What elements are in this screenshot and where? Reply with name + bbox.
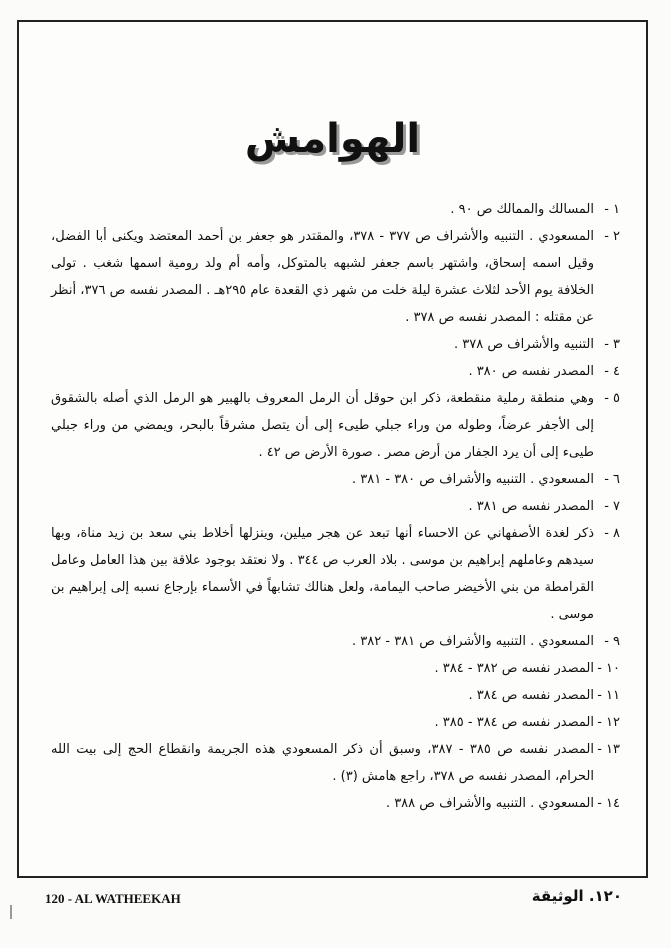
note-number: ١٣ - (597, 742, 620, 757)
note-number: ١ - (604, 202, 620, 217)
note-number: ١١ - (597, 688, 620, 703)
note-number: ٧ - (604, 499, 620, 514)
list-item (51, 223, 620, 331)
list-item (51, 196, 620, 223)
list-item (51, 655, 620, 682)
list-item (51, 466, 620, 493)
notes-list (51, 196, 620, 817)
note-text: المصدر نفسه ص ٣٨١ . (468, 499, 594, 514)
list-item (51, 331, 620, 358)
note-text: المسعودي . التنبيه والأشراف ص ٣٨٨ . (385, 796, 594, 811)
page-title: الهوامش (244, 116, 421, 162)
list-item (51, 385, 620, 466)
footer-page-label-latin: 120 - AL WATHEEKAH (45, 891, 181, 906)
note-text: المصدر نفسه ص ٣٨٠ . (468, 364, 594, 379)
note-number: ٥ - (604, 391, 620, 406)
note-text: المصدر نفسه ص ٣٨٤ - ٣٨٥ . (434, 715, 594, 730)
list-item (51, 628, 620, 655)
note-text: المصدر نفسه ص ٣٨٤ . (468, 688, 594, 703)
note-text: المصدر نفسه ص ٣٨٢ - ٣٨٤ . (434, 661, 594, 676)
margin-mark (10, 905, 12, 919)
note-text: وهي منطقة رملية منقطعة، ذكر ابن حوقل أن الرمل المعروف بالهبير هو الرمل الذي أصله بالشقوق إلى الأجفر عرضاً، وطوله من وراء جبلي طيىء إلى أن يتصل مشرقاً بالبحر، ويمضي من وراء جبلي طيىء إلى أن يرد الجفار من أرض مصر . صورة الأرض ص ٤٢ . (51, 391, 594, 460)
list-item (51, 682, 620, 709)
page-frame (17, 20, 648, 878)
note-number: ١٢ - (597, 715, 620, 730)
note-number: ١٤ - (597, 796, 620, 811)
list-item (51, 709, 620, 736)
note-number: ١٠ - (597, 661, 620, 676)
note-number: ٣ - (604, 337, 620, 352)
note-text: التنبيه والأشراف ص ٣٧٨ . (453, 337, 594, 352)
note-text: المصدر نفسه ص ٣٨٥ - ٣٨٧، وسبق أن ذكر المسعودي هذه الجريمة وانقطاع الحج إلى بيت الله الحرام، المصدر نفسه ص ٣٧٨، راجع هامش (٣) . (51, 742, 594, 784)
page-footer (17, 879, 648, 909)
note-number: ٤ - (604, 364, 620, 379)
list-item (51, 790, 620, 817)
note-text: ذكر لغدة الأصفهاني عن الاحساء أنها تبعد عن هجر ميلين، وينزلها أخلاط بني سعد بن زيد مناة، وبها سيدهم وعاملهم إبراهيم بن موسى . بلاد العرب ص ٣٤٤ . ولا نعتقد بوجود علاقة بين هذا العامل وعامل القرامطة من بني الأخيضر صاحب اليمامة، ولعل هنالك تشابهاً في الأسماء بإرجاع نسبه إلى إبراهيم بن موسى . (51, 526, 594, 622)
list-item (51, 493, 620, 520)
note-text: المسالك والممالك ص ٩٠ . (450, 202, 594, 217)
note-text: المسعودي . التنبيه والأشراف ص ٣٨٠ - ٣٨١ . (352, 472, 594, 487)
note-number: ٩ - (604, 634, 620, 649)
list-item (51, 520, 620, 628)
note-text: المسعودي . التنبيه والأشراف ص ٣٨١ - ٣٨٢ . (352, 634, 594, 649)
note-text: المسعودي . التنبيه والأشراف ص ٣٧٧ - ٣٧٨، والمقتدر هو جعفر بن أحمد المعتضد ويكنى أبا الفضل، وقيل اسمه إسحاق، واشتهر باسم جعفر لشبهه بالمتوكل، وأمه أم ولد رومية اسمها شغب . تولى الخلافة يوم الأحد لثلاث عشرة ليلة خلت من شهر ذي القعدة عام ٢٩٥هـ . المصدر نفسه ص ٣٧٦، أنظر عن مقتله : المصدر نفسه ص ٣٧٨ . (51, 229, 595, 325)
list-item (51, 358, 620, 385)
note-number: ٨ - (604, 526, 620, 541)
note-number: ٢ - (604, 229, 620, 244)
list-item (51, 736, 620, 790)
footer-page-label-arabic: ١٢٠. الوثيقة (531, 887, 622, 905)
note-number: ٦ - (604, 472, 620, 487)
